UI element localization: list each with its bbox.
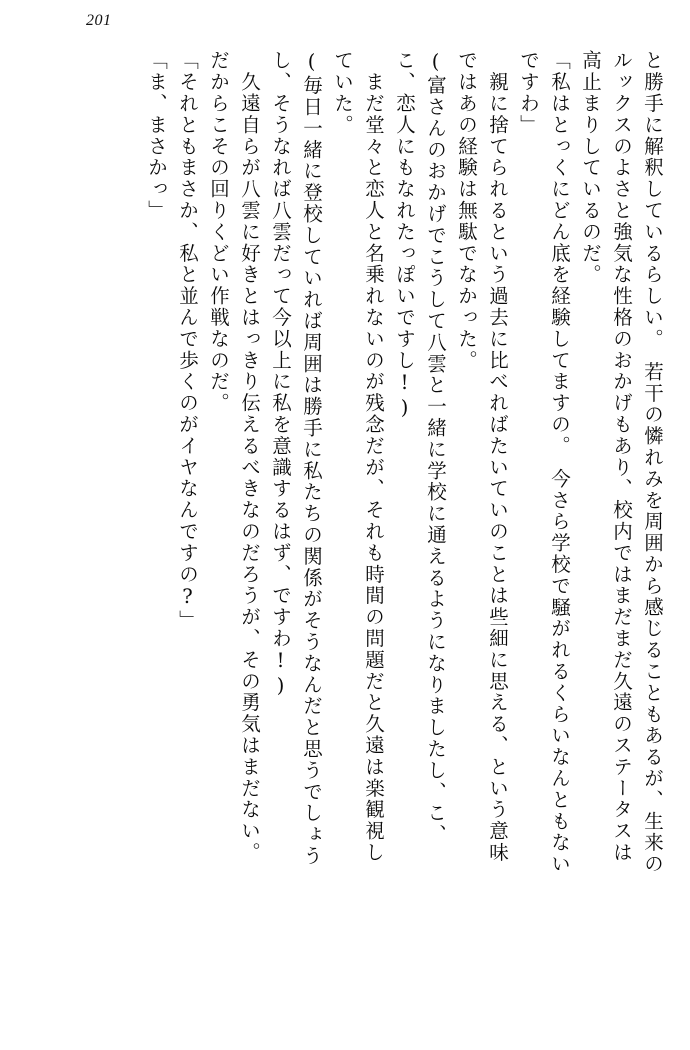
text-line: と勝手に解釈しているらしい。 若干の憐れみを周囲から感じることもあるが、生来の <box>641 50 664 875</box>
text-line: 「ま、まさかっ」 <box>145 50 168 222</box>
text-line: こ、恋人にもなれたっぽいですし!) <box>393 50 416 421</box>
page-number: 201 <box>86 12 112 29</box>
text-line: ですわ」 <box>517 50 540 136</box>
text-line: ていた。 <box>331 50 354 136</box>
text-line: し、そうなれば八雲だって今以上に私を意識するはず、ですわ!) <box>269 50 292 699</box>
text-line: まだ堂々と恋人と名乗れないのが残念だが、それも時間の問題だと久遠は楽観視し <box>362 50 385 864</box>
text-line: (毎日一緒に登校していれば周囲は勝手に私たちの関係がそうなんだと思うでしょう <box>300 50 323 867</box>
text-line: だからこその回りくどい作戦なのだ。 <box>207 50 230 414</box>
text-line: ではあの経験は無駄でなかった。 <box>455 50 478 371</box>
text-line: 高止まりしているのだ。 <box>579 50 602 286</box>
text-line: 「私はとっくにどん底を経験してますの。 今さら学校で騒がれるくらいなんともない <box>548 50 571 875</box>
text-line: 親に捨てられるという過去に比べればたいていのことは些細に思える、という意味 <box>486 50 509 864</box>
text-line: (富さんのおかげでこうして八雲と一緒に学校に通えるようになりましたし、こ、 <box>424 50 447 846</box>
text-line: 「それともまさか、私と並んで歩くのがイヤなんですの?」 <box>176 50 199 632</box>
vertical-text-body <box>40 50 662 1020</box>
text-line: ルックスのよさと強気な性格のおかげもあり、校内ではまだまだ久遠のステータスは <box>610 50 633 864</box>
text-line: 久遠自らが八雲に好きとはっきり伝えるべきなのだろうが、その勇気はまだない。 <box>238 50 261 864</box>
